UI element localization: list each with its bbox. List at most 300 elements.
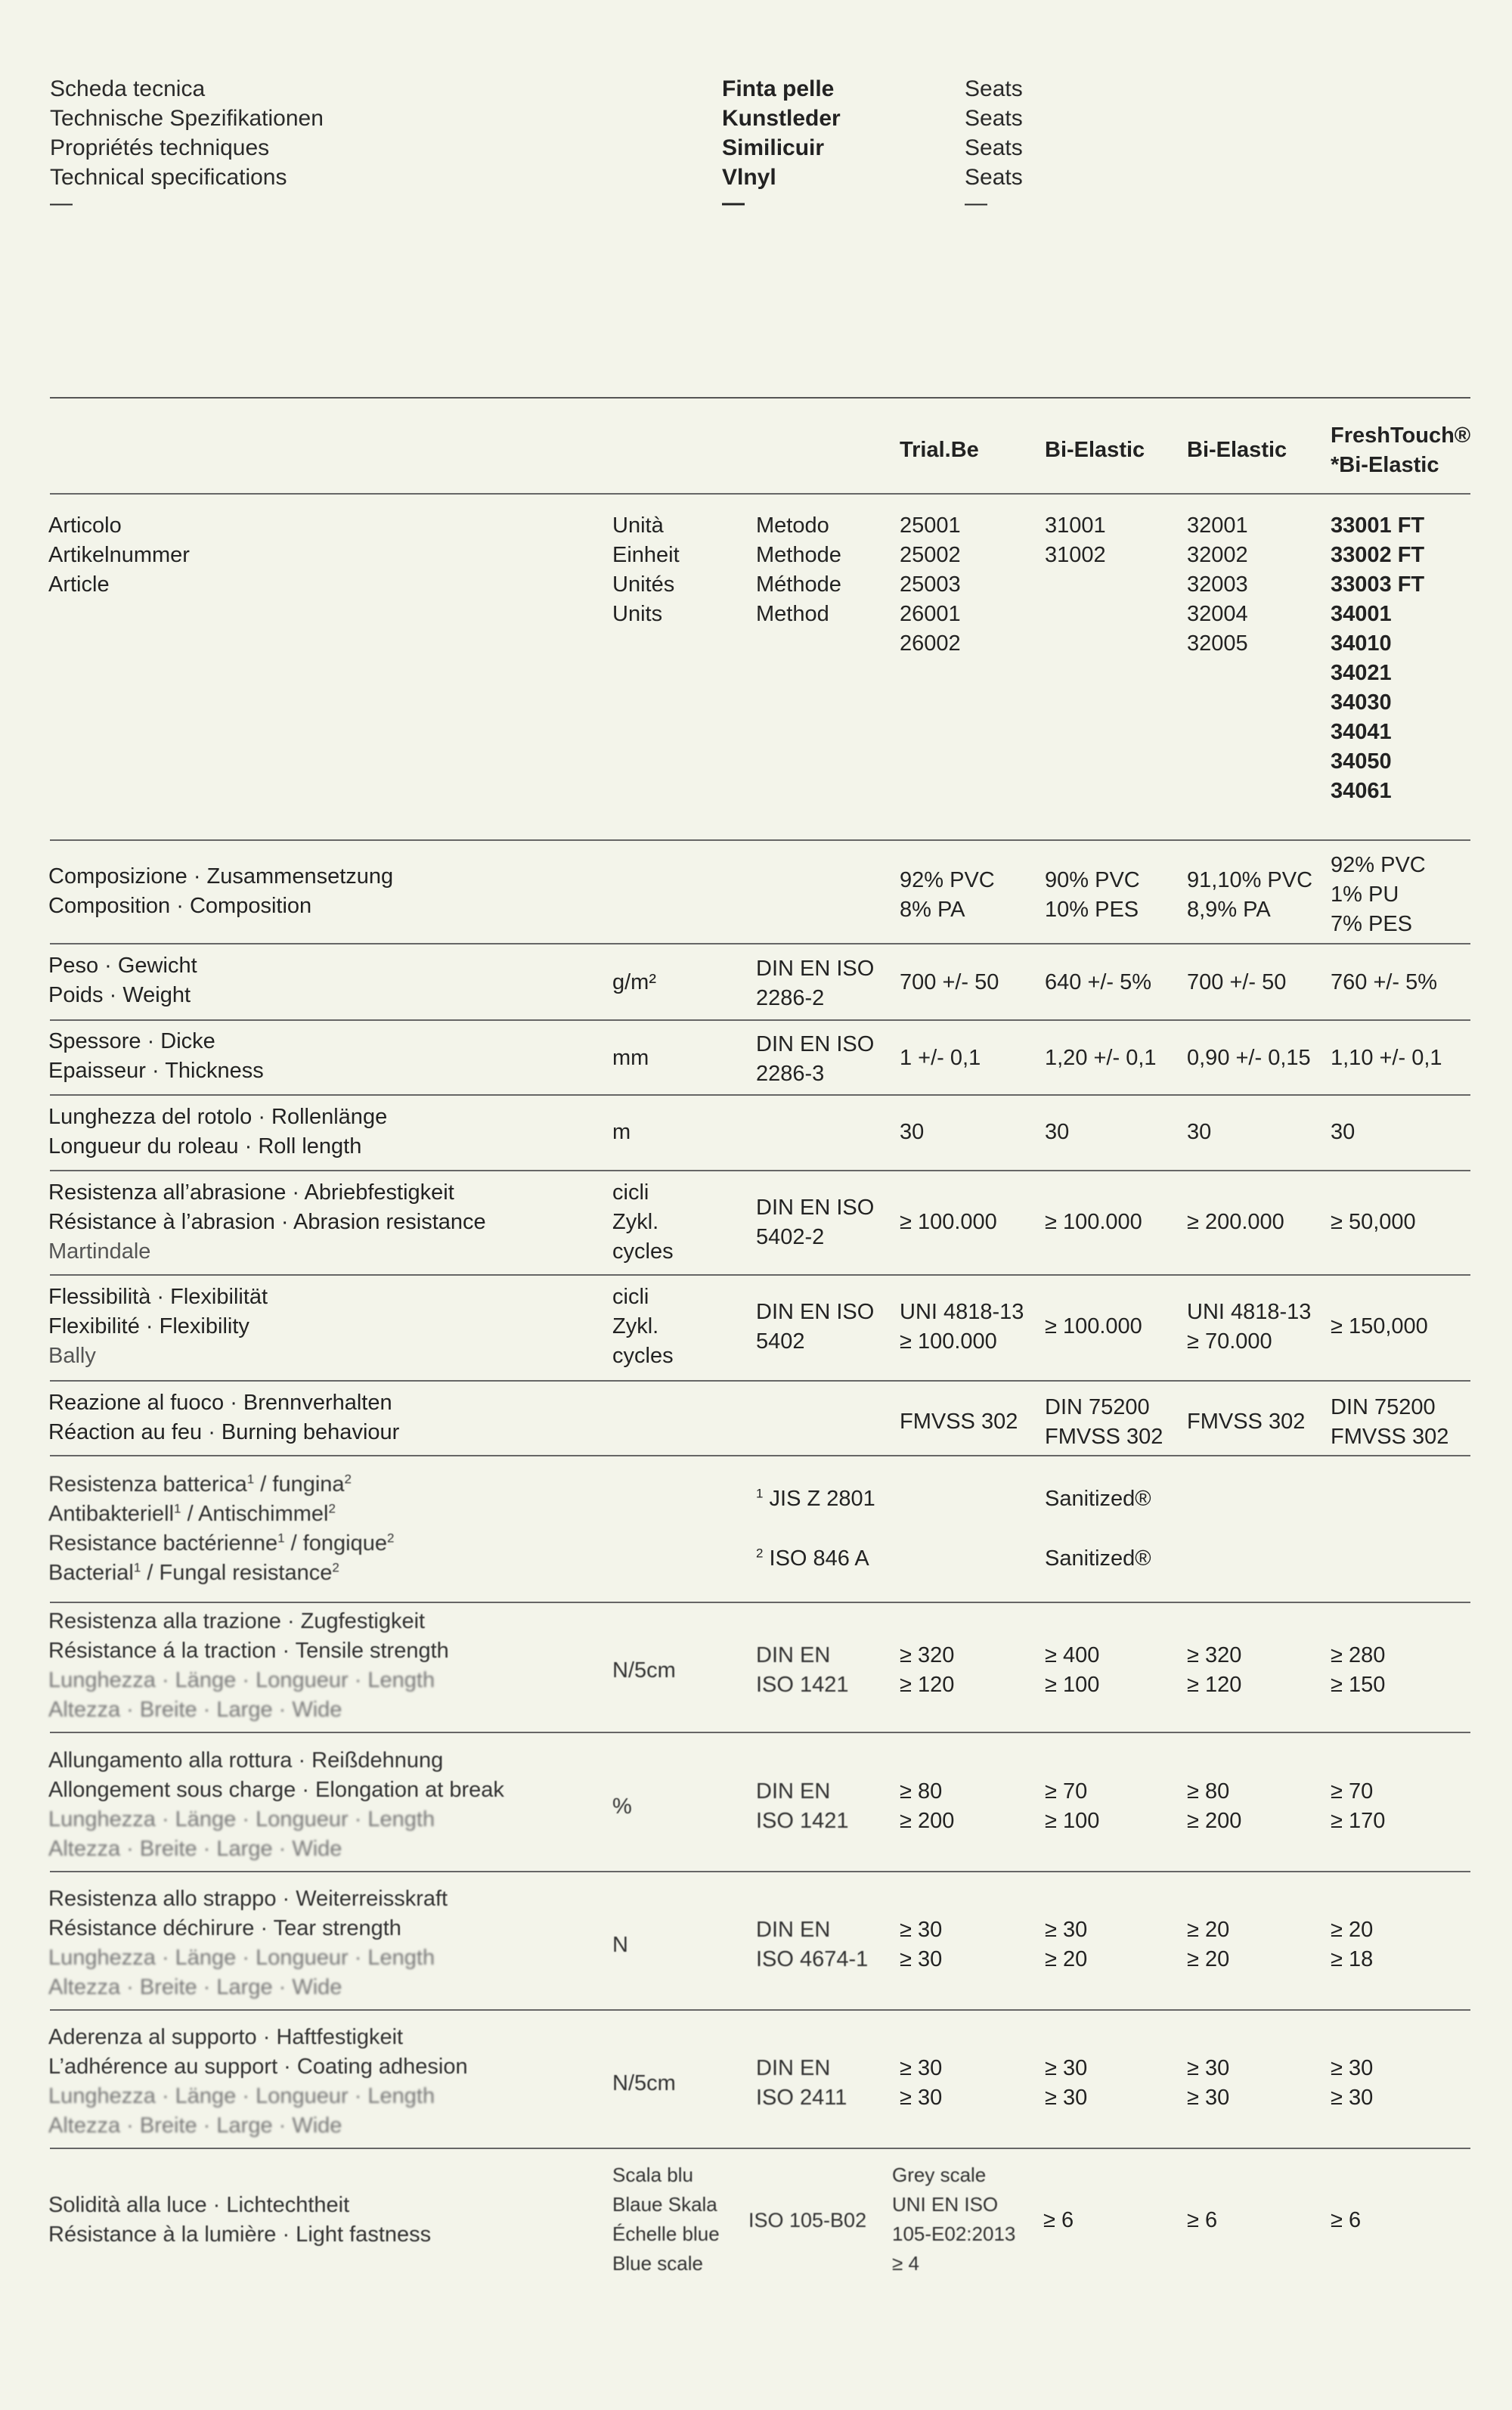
value-line: ≥ 20 bbox=[1187, 1947, 1230, 1971]
unit-line: Zykl. bbox=[612, 1210, 659, 1234]
footnote-mark: 1 bbox=[756, 1486, 764, 1501]
value-line: 92% PVC bbox=[1331, 853, 1426, 877]
value-line: ≥ 100.000 bbox=[900, 1329, 997, 1354]
footnote-mark: 1 bbox=[174, 1501, 181, 1516]
method-line: 2286-2 bbox=[756, 986, 825, 1010]
value-line: 8% PA bbox=[900, 898, 965, 922]
method-line: 5402 bbox=[756, 1329, 805, 1354]
weight-label bbox=[48, 951, 197, 1010]
row-separator bbox=[50, 1455, 1470, 1456]
label-line: Spessore · Dicke bbox=[48, 1029, 215, 1053]
thickness-method bbox=[756, 1030, 874, 1089]
article-number: 32001 bbox=[1187, 513, 1248, 538]
footnote-mark: 2 bbox=[387, 1531, 395, 1546]
method-line: ISO 1421 bbox=[756, 1673, 849, 1697]
fire-bi-elastic-2: FMVSS 302 bbox=[1187, 1410, 1306, 1434]
label-line: Solidità alla luce · Lichtechtheit bbox=[48, 2193, 350, 2217]
unit-line: cycles bbox=[612, 1239, 674, 1264]
article-number: 33001 FT bbox=[1331, 513, 1425, 538]
flexibility-bi-elastic-1: ≥ 100.000 bbox=[1045, 1314, 1142, 1338]
label-line: Lunghezza · Länge · Longueur · Length bbox=[48, 1807, 435, 1832]
category-en: Seats bbox=[965, 165, 1023, 190]
article-number: 34050 bbox=[1331, 749, 1392, 774]
method-line: Metodo bbox=[756, 513, 829, 538]
elongation-bi-elastic-2 bbox=[1187, 1777, 1241, 1836]
label-line: Resistenza all’abrasione · Abriebfestigkeit bbox=[48, 1180, 454, 1205]
value-line: UNI EN ISO bbox=[892, 2193, 999, 2216]
method-line: 2286-3 bbox=[756, 1062, 825, 1086]
method-line: 5402-2 bbox=[756, 1225, 825, 1249]
value-line: ≥ 30 bbox=[1045, 2086, 1088, 2110]
abrasion-freshtouch: ≥ 50,000 bbox=[1331, 1210, 1416, 1234]
article-number: 34061 bbox=[1331, 779, 1392, 803]
value-line: ≥ 170 bbox=[1331, 1809, 1386, 1833]
value-line: DIN 75200 bbox=[1045, 1395, 1150, 1419]
unit-line: Units bbox=[612, 602, 663, 626]
roll-length-freshtouch: 30 bbox=[1331, 1120, 1356, 1144]
label-line: Altezza · Breite · Large · Wide bbox=[48, 1698, 342, 1722]
row-separator bbox=[50, 1732, 1470, 1733]
label-line: Altezza · Breite · Large · Wide bbox=[48, 1837, 342, 1861]
label-line: Composition · Composition bbox=[48, 894, 312, 918]
article-number: 25002 bbox=[900, 543, 961, 567]
elongation-freshtouch bbox=[1331, 1777, 1385, 1836]
article-number: 34030 bbox=[1331, 690, 1392, 715]
adhesion-method bbox=[756, 2054, 847, 2113]
unit-line: cycles bbox=[612, 1344, 674, 1368]
label-line: Réaction au feu · Burning behaviour bbox=[48, 1420, 400, 1444]
value-line: ≥ 200 bbox=[1187, 1809, 1242, 1833]
label-line: Lunghezza del rotolo · Rollenlänge bbox=[48, 1105, 388, 1129]
value-line: ≥ 30 bbox=[1331, 2056, 1374, 2080]
adhesion-bi-elastic-1 bbox=[1045, 2054, 1087, 2113]
spec-title-en: Technical specifications bbox=[50, 165, 287, 190]
thickness-trial-be: 1 +/- 0,1 bbox=[900, 1046, 981, 1070]
value-line: ≥ 80 bbox=[900, 1779, 943, 1804]
roll-length-bi-elastic-2: 30 bbox=[1187, 1120, 1212, 1144]
column-header-bi-elastic-2: Bi-Elastic bbox=[1187, 438, 1287, 462]
value-line: ≥ 30 bbox=[900, 1947, 943, 1971]
row-separator bbox=[50, 943, 1470, 944]
article-number: 25003 bbox=[900, 572, 961, 597]
value-line: ≥ 20 bbox=[1187, 1918, 1230, 1942]
bacterial-bi-elastic-1-b: Sanitized® bbox=[1045, 1546, 1151, 1571]
label-part: Antibakteriell bbox=[48, 1502, 175, 1526]
article-number: 33003 FT bbox=[1331, 572, 1425, 597]
bacterial-bi-elastic-1-a: Sanitized® bbox=[1045, 1487, 1151, 1511]
value-line: FMVSS 302 bbox=[1045, 1425, 1163, 1449]
footnote-mark: 1 bbox=[246, 1472, 255, 1487]
label-line: Composizione · Zusammensetzung bbox=[48, 864, 394, 889]
fire-trial-be: FMVSS 302 bbox=[900, 1410, 1018, 1434]
composition-label bbox=[48, 862, 393, 921]
value-line: FMVSS 302 bbox=[1331, 1425, 1449, 1449]
thickness-label bbox=[48, 1027, 264, 1086]
thickness-bi-elastic-1: 1,20 +/- 0,1 bbox=[1045, 1046, 1157, 1070]
row-separator bbox=[50, 493, 1470, 495]
value-line: 105-E02:2013 bbox=[892, 2222, 1016, 2245]
unit-line: Unités bbox=[612, 572, 675, 597]
unit-line: Einheit bbox=[612, 543, 680, 567]
value-line: ≥ 18 bbox=[1331, 1947, 1374, 1971]
value-line: 7% PES bbox=[1331, 912, 1412, 936]
thickness-bi-elastic-2: 0,90 +/- 0,15 bbox=[1187, 1046, 1311, 1070]
weight-unit: g/m² bbox=[612, 970, 656, 994]
label-line: Martindale bbox=[48, 1239, 151, 1264]
footnote-mark: 2 bbox=[756, 1546, 764, 1561]
label-line: Resistenza allo strappo · Weiterreisskraft bbox=[48, 1887, 448, 1911]
material-en: Vlnyl bbox=[722, 165, 776, 190]
label-line: Lunghezza · Länge · Longueur · Length bbox=[48, 1946, 435, 1970]
method-line: DIN EN bbox=[756, 1643, 831, 1667]
unit-line: Blaue Skala bbox=[612, 2193, 717, 2216]
value-line: ≥ 400 bbox=[1045, 1643, 1100, 1667]
light-fastness-method: ISO 105-B02 bbox=[748, 2209, 867, 2232]
method-line: DIN EN ISO bbox=[756, 957, 875, 981]
label-line: Lunghezza · Länge · Longueur · Length bbox=[48, 2084, 435, 2108]
abrasion-label bbox=[48, 1178, 486, 1267]
abrasion-method bbox=[756, 1193, 874, 1252]
column-header-freshtouch-line1: FreshTouch® bbox=[1331, 423, 1471, 448]
method-text: JIS Z 2801 bbox=[769, 1487, 875, 1511]
value-line: 8,9% PA bbox=[1187, 898, 1271, 922]
label-line: Résistance á la traction · Tensile strength bbox=[48, 1639, 449, 1663]
value-line: ≥ 150 bbox=[1331, 1673, 1386, 1697]
value-line: ≥ 30 bbox=[1331, 2086, 1374, 2110]
label-part: Resistance bactérienne bbox=[48, 1531, 278, 1555]
label-line: Poids · Weight bbox=[48, 983, 191, 1007]
value-line: ≥ 80 bbox=[1187, 1779, 1230, 1804]
column-header-freshtouch-line2: *Bi-Elastic bbox=[1331, 453, 1439, 477]
light-fastness-trial-be bbox=[892, 2160, 1015, 2278]
method-line: ISO 2411 bbox=[756, 2086, 847, 2110]
value-line: 91,10% PVC bbox=[1187, 868, 1313, 892]
label-line: Longueur du roleau · Roll length bbox=[48, 1134, 362, 1158]
value-line: DIN 75200 bbox=[1331, 1395, 1436, 1419]
tensile-bi-elastic-1 bbox=[1045, 1641, 1099, 1700]
article-number: 34021 bbox=[1331, 661, 1392, 685]
method-line: Method bbox=[756, 602, 829, 626]
value-line: ≥ 30 bbox=[1187, 2056, 1230, 2080]
spec-title-block bbox=[50, 74, 324, 215]
row-separator bbox=[50, 1871, 1470, 1872]
label-line: Flexibilité · Flexibility bbox=[48, 1314, 249, 1338]
value-line: ≥ 30 bbox=[900, 2056, 943, 2080]
method-line: DIN EN bbox=[756, 2056, 831, 2080]
unit-line: cicli bbox=[612, 1180, 649, 1205]
tear-strength-label bbox=[48, 1884, 448, 2002]
tear-trial-be bbox=[900, 1915, 942, 1974]
spec-title-fr: Propriétés techniques bbox=[50, 135, 270, 160]
value-line: 1% PU bbox=[1331, 882, 1399, 907]
label-line: Allungamento alla rottura · Reißdehnung bbox=[48, 1748, 444, 1773]
bacterial-method-2 bbox=[756, 1544, 869, 1574]
flexibility-bi-elastic-2 bbox=[1187, 1298, 1311, 1357]
footnote-mark: 2 bbox=[332, 1560, 339, 1575]
value-line: ≥ 280 bbox=[1331, 1643, 1386, 1667]
footnote-mark: 2 bbox=[328, 1501, 336, 1516]
material-title-block bbox=[722, 74, 841, 215]
label-part: Bacterial bbox=[48, 1561, 134, 1585]
tear-freshtouch bbox=[1331, 1915, 1373, 1974]
elongation-label bbox=[48, 1746, 504, 1864]
value-line: ≥ 30 bbox=[1045, 1918, 1088, 1942]
tear-bi-elastic-2 bbox=[1187, 1915, 1229, 1974]
method-line: DIN EN ISO bbox=[756, 1032, 875, 1056]
value-line: ≥ 30 bbox=[1187, 2086, 1230, 2110]
tensile-trial-be bbox=[900, 1641, 954, 1700]
unit-line: Unità bbox=[612, 513, 664, 538]
article-number: 26001 bbox=[900, 602, 961, 626]
article-number: 34001 bbox=[1331, 602, 1392, 626]
label-line: Altezza · Breite · Large · Wide bbox=[48, 1975, 342, 1999]
label-line: Bally bbox=[48, 1344, 96, 1368]
value-line: ≥ 120 bbox=[1187, 1673, 1242, 1697]
fire-reaction-label bbox=[48, 1388, 399, 1447]
value-line: ≥ 320 bbox=[900, 1643, 955, 1667]
footnote-mark: 1 bbox=[277, 1531, 285, 1546]
article-number: 34041 bbox=[1331, 720, 1392, 744]
label-line: Résistance à la lumière · Light fastness bbox=[48, 2222, 432, 2247]
label-line bbox=[48, 1559, 394, 1588]
flexibility-freshtouch: ≥ 150,000 bbox=[1331, 1314, 1428, 1338]
column-header-trial-be: Trial.Be bbox=[900, 438, 979, 462]
elongation-bi-elastic-1 bbox=[1045, 1777, 1099, 1836]
header-dash: — bbox=[722, 191, 745, 216]
flexibility-unit bbox=[612, 1283, 674, 1371]
column-header-bi-elastic-1: Bi-Elastic bbox=[1045, 438, 1145, 462]
article-label bbox=[48, 511, 190, 600]
tensile-unit: N/5cm bbox=[612, 1658, 676, 1683]
weight-freshtouch: 760 +/- 5% bbox=[1331, 970, 1438, 994]
article-number: 25001 bbox=[900, 513, 961, 538]
value-line: 10% PES bbox=[1045, 898, 1139, 922]
tensile-freshtouch bbox=[1331, 1641, 1385, 1700]
abrasion-bi-elastic-1: ≥ 100.000 bbox=[1045, 1210, 1142, 1234]
label-part: / Antischimmel bbox=[187, 1502, 329, 1526]
article-number: 34010 bbox=[1331, 631, 1392, 656]
category-it: Seats bbox=[965, 76, 1023, 101]
article-number: 32002 bbox=[1187, 543, 1248, 567]
adhesion-label bbox=[48, 2023, 468, 2141]
label-part: / fongique bbox=[290, 1531, 387, 1555]
article-unit-header bbox=[612, 511, 680, 629]
row-separator bbox=[50, 1602, 1470, 1603]
footnote-mark: 2 bbox=[344, 1472, 352, 1487]
flexibility-label bbox=[48, 1283, 268, 1371]
method-line: DIN EN bbox=[756, 1918, 831, 1942]
tear-bi-elastic-1 bbox=[1045, 1915, 1087, 1974]
light-fastness-freshtouch: ≥ 6 bbox=[1331, 2208, 1362, 2232]
label-line: Articolo bbox=[48, 513, 122, 538]
label-line: Allongement sous charge · Elongation at break bbox=[48, 1778, 504, 1802]
article-number: 32005 bbox=[1187, 631, 1248, 656]
weight-trial-be: 700 +/- 50 bbox=[900, 970, 999, 994]
label-line: Reazione al fuoco · Brennverhalten bbox=[48, 1391, 392, 1415]
table-top-rule bbox=[50, 397, 1470, 399]
light-fastness-bi-elastic-1: ≥ 6 bbox=[1043, 2208, 1074, 2232]
header-dash: — bbox=[50, 191, 73, 216]
article-numbers-trial-be bbox=[900, 511, 961, 659]
value-line: ≥ 70 bbox=[1331, 1779, 1374, 1804]
row-separator bbox=[50, 1019, 1470, 1021]
label-line: Résistance déchirure · Tear strength bbox=[48, 1916, 401, 1940]
fire-freshtouch bbox=[1331, 1393, 1448, 1452]
abrasion-bi-elastic-2: ≥ 200.000 bbox=[1187, 1210, 1284, 1234]
unit-line: Zykl. bbox=[612, 1314, 659, 1338]
abrasion-unit bbox=[612, 1178, 674, 1267]
label-line: L’adhérence au support · Coating adhesion bbox=[48, 2055, 468, 2079]
column-header-freshtouch bbox=[1331, 421, 1470, 480]
row-separator bbox=[50, 1274, 1470, 1276]
adhesion-freshtouch bbox=[1331, 2054, 1373, 2113]
value-line: ≥ 100 bbox=[1045, 1673, 1100, 1697]
unit-line: Scala blu bbox=[612, 2163, 693, 2186]
article-number: 33002 FT bbox=[1331, 543, 1425, 567]
elongation-method bbox=[756, 1777, 849, 1836]
tensile-bi-elastic-2 bbox=[1187, 1641, 1241, 1700]
unit-line: Échelle blue bbox=[612, 2222, 720, 2245]
spec-title-it: Scheda tecnica bbox=[50, 76, 206, 101]
row-separator bbox=[50, 2009, 1470, 2011]
composition-bi-elastic-1 bbox=[1045, 866, 1140, 925]
value-line: ≥ 30 bbox=[900, 2086, 943, 2110]
value-line: 90% PVC bbox=[1045, 868, 1140, 892]
value-line: ≥ 30 bbox=[900, 1918, 943, 1942]
value-line: ≥ 200 bbox=[900, 1809, 955, 1833]
elongation-trial-be bbox=[900, 1777, 954, 1836]
label-line: Artikelnummer bbox=[48, 543, 190, 567]
roll-length-label bbox=[48, 1103, 387, 1162]
method-line: ISO 1421 bbox=[756, 1809, 849, 1833]
value-line: ≥ 100 bbox=[1045, 1809, 1100, 1833]
article-number: 31002 bbox=[1045, 543, 1106, 567]
roll-length-bi-elastic-1: 30 bbox=[1045, 1120, 1070, 1144]
weight-method bbox=[756, 954, 874, 1013]
category-title-block bbox=[965, 74, 1023, 215]
adhesion-unit: N/5cm bbox=[612, 2071, 676, 2095]
tear-strength-unit: N bbox=[612, 1933, 628, 1957]
row-separator bbox=[50, 1094, 1470, 1096]
abrasion-trial-be: ≥ 100.000 bbox=[900, 1210, 997, 1234]
label-part: Resistenza batterica bbox=[48, 1472, 247, 1497]
row-separator bbox=[50, 1170, 1470, 1171]
header-dash: — bbox=[965, 191, 987, 216]
value-line: ≥ 20 bbox=[1331, 1918, 1374, 1942]
label-line bbox=[48, 1529, 394, 1559]
article-method-header bbox=[756, 511, 841, 629]
roll-length-trial-be: 30 bbox=[900, 1120, 925, 1144]
weight-bi-elastic-1: 640 +/- 5% bbox=[1045, 970, 1152, 994]
label-line: Aderenza al supporto · Haftfestigkeit bbox=[48, 2025, 404, 2049]
material-fr: Similicuir bbox=[722, 135, 825, 160]
article-numbers-freshtouch bbox=[1331, 511, 1424, 806]
adhesion-trial-be bbox=[900, 2054, 942, 2113]
light-fastness-unit bbox=[612, 2160, 720, 2278]
label-line: Resistenza alla trazione · Zugfestigkeit bbox=[48, 1609, 426, 1633]
method-line: DIN EN ISO bbox=[756, 1196, 875, 1220]
row-separator bbox=[50, 2148, 1470, 2149]
light-fastness-bi-elastic-2: ≥ 6 bbox=[1187, 2208, 1218, 2232]
flexibility-trial-be bbox=[900, 1298, 1024, 1357]
category-fr: Seats bbox=[965, 135, 1023, 160]
tensile-label bbox=[48, 1607, 449, 1725]
label-line: Article bbox=[48, 572, 110, 597]
label-part: / fungina bbox=[260, 1472, 345, 1497]
thickness-freshtouch: 1,10 +/- 0,1 bbox=[1331, 1046, 1442, 1070]
article-number: 32003 bbox=[1187, 572, 1248, 597]
label-line: Altezza · Breite · Large · Wide bbox=[48, 2114, 342, 2138]
article-number: 31001 bbox=[1045, 513, 1106, 538]
composition-trial-be bbox=[900, 866, 995, 925]
unit-line: cicli bbox=[612, 1285, 649, 1309]
spec-title-de: Technische Spezifikationen bbox=[50, 106, 324, 131]
article-number: 26002 bbox=[900, 631, 961, 656]
method-line: Methode bbox=[756, 543, 841, 567]
value-line: UNI 4818-13 bbox=[900, 1300, 1024, 1324]
value-line: ≥ 320 bbox=[1187, 1643, 1242, 1667]
unit-line: Blue scale bbox=[612, 2252, 703, 2275]
light-fastness-label bbox=[48, 2191, 431, 2250]
value-line: UNI 4818-13 bbox=[1187, 1300, 1312, 1324]
label-line bbox=[48, 1470, 394, 1500]
elongation-unit: % bbox=[612, 1794, 632, 1819]
composition-bi-elastic-2 bbox=[1187, 866, 1312, 925]
category-de: Seats bbox=[965, 106, 1023, 131]
label-line: Lunghezza · Länge · Longueur · Length bbox=[48, 1668, 435, 1692]
label-line: Flessibilità · Flexibilität bbox=[48, 1285, 268, 1309]
article-number: 32004 bbox=[1187, 602, 1248, 626]
roll-length-unit: m bbox=[612, 1120, 631, 1144]
label-line: Résistance à l’abrasion · Abrasion resistance bbox=[48, 1210, 486, 1234]
material-de: Kunstleder bbox=[722, 106, 841, 131]
tensile-method bbox=[756, 1641, 849, 1700]
value-line: ≥ 70 bbox=[1045, 1779, 1088, 1804]
method-line: DIN EN bbox=[756, 1779, 831, 1804]
method-line: DIN EN ISO bbox=[756, 1300, 875, 1324]
fire-bi-elastic-1 bbox=[1045, 1393, 1163, 1452]
label-part: / Fungal resistance bbox=[147, 1561, 333, 1585]
method-line: Méthode bbox=[756, 572, 841, 597]
method-line: ISO 4674-1 bbox=[756, 1947, 869, 1971]
row-separator bbox=[50, 1380, 1470, 1382]
value-line: ≥ 30 bbox=[1045, 2056, 1088, 2080]
tear-strength-method bbox=[756, 1915, 868, 1974]
composition-freshtouch bbox=[1331, 851, 1426, 939]
value-line: Grey scale bbox=[892, 2163, 987, 2186]
method-text: ISO 846 A bbox=[769, 1546, 869, 1571]
thickness-unit: mm bbox=[612, 1046, 649, 1070]
value-line: ≥ 4 bbox=[892, 2252, 919, 2275]
label-line: Epaisseur · Thickness bbox=[48, 1059, 264, 1083]
row-separator bbox=[50, 839, 1470, 841]
value-line: 92% PVC bbox=[900, 868, 995, 892]
label-line: Peso · Gewicht bbox=[48, 954, 197, 978]
material-it: Finta pelle bbox=[722, 76, 835, 101]
value-line: ≥ 20 bbox=[1045, 1947, 1088, 1971]
label-line bbox=[48, 1500, 394, 1529]
flexibility-method bbox=[756, 1298, 874, 1357]
weight-bi-elastic-2: 700 +/- 50 bbox=[1187, 970, 1287, 994]
bacterial-method-1 bbox=[756, 1484, 875, 1514]
article-numbers-bi-elastic-1 bbox=[1045, 511, 1106, 570]
value-line: ≥ 120 bbox=[900, 1673, 955, 1697]
footnote-mark: 1 bbox=[133, 1560, 141, 1575]
value-line: ≥ 70.000 bbox=[1187, 1329, 1272, 1354]
adhesion-bi-elastic-2 bbox=[1187, 2054, 1229, 2113]
article-numbers-bi-elastic-2 bbox=[1187, 511, 1248, 659]
bacterial-label bbox=[48, 1470, 394, 1588]
